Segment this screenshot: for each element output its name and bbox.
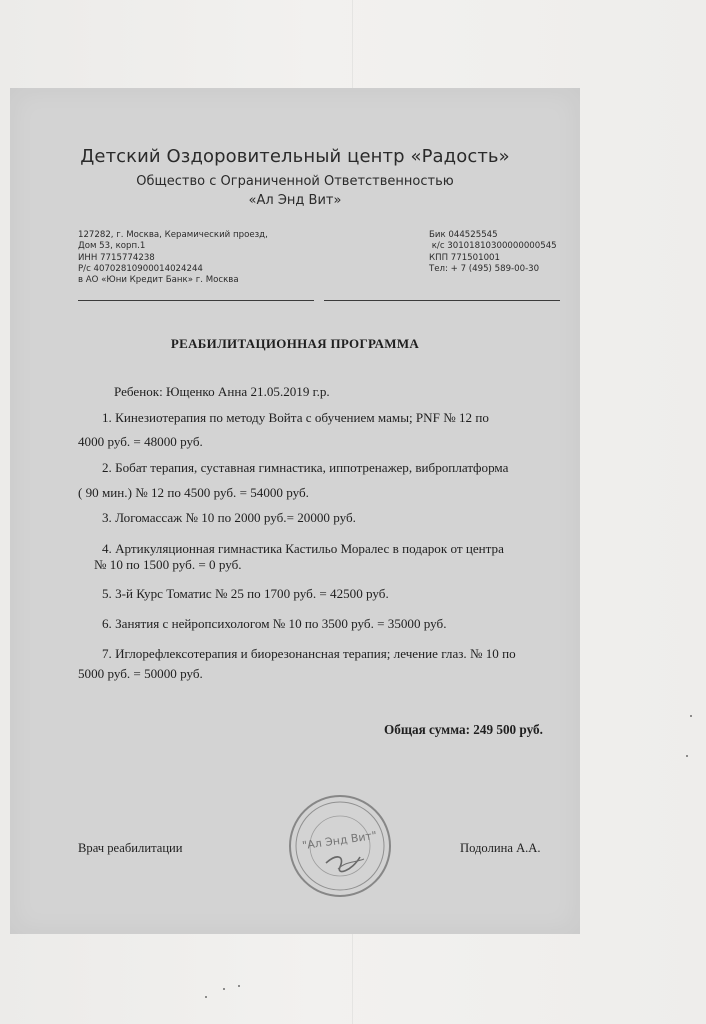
requisites-left: [78, 230, 268, 286]
center-name: Детский Оздоровительный центр «Радость»: [80, 146, 510, 167]
item-2-line-1: 2. Бобат терапия, суставная гимнастика, иппотренажер, виброплатформа: [102, 460, 509, 475]
child-info: Ребенок: Ющенко Анна 21.05.2019 г.р.: [114, 384, 330, 399]
speck: [690, 715, 692, 717]
address-line-1: 127282, г. Москва, Керамический проезд,: [78, 230, 268, 240]
corr-account-line: к/с 30101810300000000545: [429, 241, 557, 252]
address-line-2: Дом 53, корп.1: [78, 241, 146, 252]
organization-name: «Ал Энд Вит»: [248, 193, 342, 208]
item-6-line-1: 6. Занятия с нейропсихологом № 10 по 3500 руб. = 35000 руб.: [102, 616, 447, 631]
item-5-line-1: 5. 3-й Курс Томатис № 25 по 1700 руб. = 42500 руб.: [102, 586, 389, 601]
document-title: РЕАБИЛИТАЦИОННАЯ ПРОГРАММА: [170, 336, 420, 351]
item-7-line-1: 7. Иглорефлексотерапия и биорезонансная терапия; лечение глаз. № 10 по: [102, 646, 516, 661]
doctor-name: Подолина А.А.: [460, 841, 541, 855]
bik-line: Бик 044525545: [429, 230, 498, 240]
item-4-line-2: № 10 по 1500 руб. = 0 руб.: [94, 557, 242, 572]
requisites-right: [429, 230, 557, 275]
speck: [205, 996, 207, 998]
signature-mark: [326, 857, 360, 872]
item-1-line-2: 4000 руб. = 48000 руб.: [78, 434, 203, 449]
bank-line: в АО «Юни Кредит Банк» г. Москва: [78, 275, 239, 286]
item-1-line-1: 1. Кинезиотерапия по методу Войта с обучением мамы; PNF № 12 по: [102, 410, 489, 425]
account-line: Р/с 40702810900014024244: [78, 263, 203, 274]
organization-type: Общество с Ограниченной Ответственностью: [136, 174, 454, 189]
item-4-line-1: 4. Артикуляционная гимнастика Кастильо Моралес в подарок от центра: [102, 541, 504, 556]
company-stamp: [282, 793, 400, 901]
speck: [223, 988, 225, 990]
kpp-line: КПП 771501001: [429, 252, 500, 263]
doctor-label: Врач реабилитации: [78, 841, 183, 855]
header-rule-right: [324, 300, 560, 301]
speck: [238, 985, 240, 987]
scanned-document: [10, 88, 580, 934]
inn-line: ИНН 7715774238: [78, 252, 155, 263]
item-2-line-2: ( 90 мин.) № 12 по 4500 руб. = 54000 руб.: [78, 485, 309, 500]
stamp-text: "Ал Энд Вит": [301, 828, 378, 853]
header-rule-left: [78, 300, 314, 301]
speck: [686, 755, 688, 757]
phone-line: Тел: + 7 (495) 589-00-30: [429, 263, 540, 274]
item-7-line-2: 5000 руб. = 50000 руб.: [78, 666, 203, 681]
item-3-line-1: 3. Логомассаж № 10 по 2000 руб.= 20000 руб.: [102, 510, 356, 525]
total-sum: Общая сумма: 249 500 руб.: [384, 722, 543, 737]
